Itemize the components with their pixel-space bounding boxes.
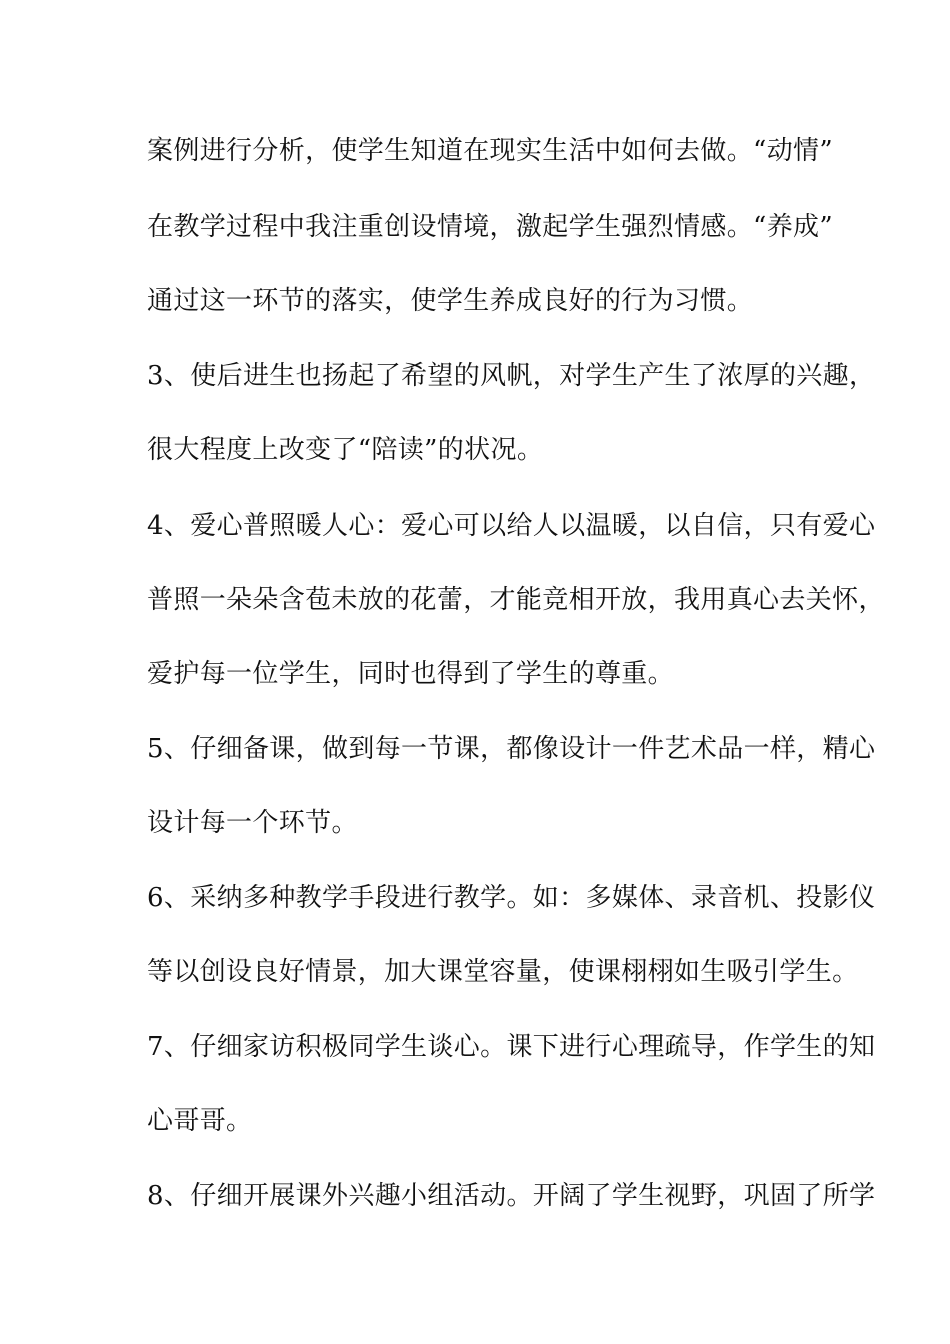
list-item-8: 8、仔细开展课外兴趣小组活动。开阔了学生视野，巩固了所学	[147, 1181, 876, 1211]
text-line: 在教学过程中我注重创设情境，激起学生强烈情感。“养成”	[147, 212, 834, 242]
text-line: 案例进行分析，使学生知道在现实生活中如何去做。“动情”	[147, 136, 834, 166]
list-item-7: 7、仔细家访积极同学生谈心。课下进行心理疏导，作学生的知	[147, 1032, 876, 1062]
text-line: 心哥哥。	[147, 1106, 253, 1136]
list-item-3: 3、使后进生也扬起了希望的风帆，对学生产生了浓厚的兴趣，	[147, 361, 876, 391]
text-line: 等以创设良好情景，加大课堂容量，使课栩栩如生吸引学生。	[147, 957, 859, 987]
text-line: 设计每一个环节。	[147, 808, 358, 838]
text-line: 爱护每一位学生，同时也得到了学生的尊重。	[147, 659, 675, 689]
list-item-5: 5、仔细备课，做到每一节课，都像设计一件艺术品一样，精心	[147, 734, 876, 764]
list-item-6: 6、采纳多种教学手段进行教学。如：多媒体、录音机、投影仪	[147, 883, 876, 913]
text-line: 通过这一环节的落实，使学生养成良好的行为习惯。	[147, 286, 754, 316]
text-line: 普照一朵朵含苞未放的花蕾，才能竞相开放，我用真心去关怀，	[147, 585, 885, 615]
list-item-4: 4、爱心普照暖人心：爱心可以给人以温暖，以自信，只有爱心	[147, 511, 876, 541]
text-line: 很大程度上改变了“陪读”的状况。	[147, 435, 544, 465]
